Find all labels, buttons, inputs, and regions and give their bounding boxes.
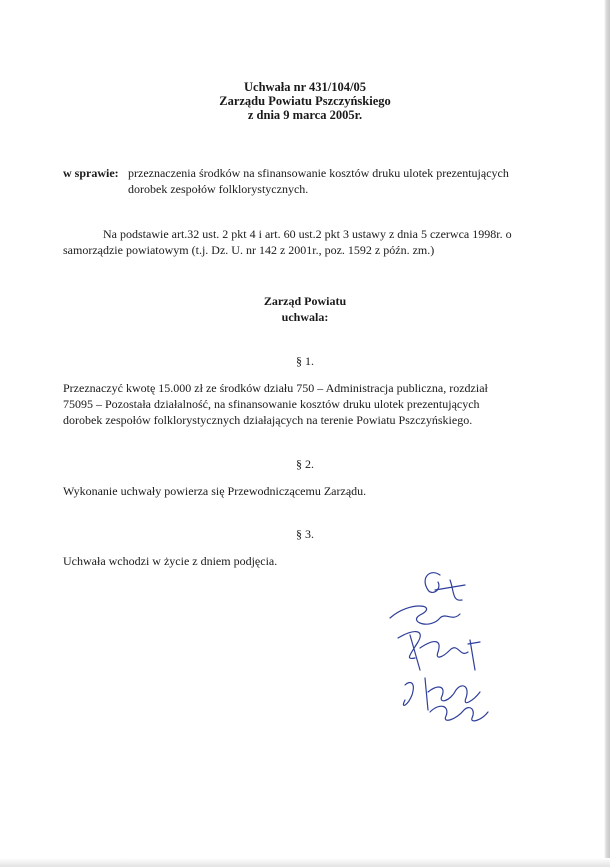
legal-basis-line-2: samorządzie powiatowym (t.j. Dz. U. nr 142 z 2001r., poz. 1592 z późn. zm.) xyxy=(63,243,435,257)
section-line: Uchwała wchodzi w życie z dniem podjęcia. xyxy=(63,554,278,568)
section-mark: § 1. xyxy=(296,354,314,368)
section-line: Przeznaczyć kwotę 15.000 zł ze środków działu 750 – Administracja publiczna, rozdział xyxy=(63,381,488,395)
subject-label: w sprawie: xyxy=(63,166,119,180)
section-line: dorobek zespołów folklorystycznych działających na terenie Powiatu Pszczyńskiego. xyxy=(63,413,473,427)
resolution-number: Uchwała nr 431/104/05 xyxy=(244,80,366,94)
signature-stroke xyxy=(468,640,480,670)
signature-stroke xyxy=(435,580,465,600)
scan-edge-right xyxy=(604,0,610,867)
scan-edge-bottom xyxy=(0,858,610,867)
section-mark: § 2. xyxy=(296,457,314,471)
signature-stroke xyxy=(430,706,488,721)
resolves-word: uchwala: xyxy=(281,310,329,324)
section-line: 75095 – Pozostała działalność, na sfinansowanie kosztów druku ulotek prezentujących xyxy=(63,397,480,411)
board-name: Zarząd Powiatu xyxy=(263,294,347,308)
issuing-body: Zarządu Powiatu Pszczyńskiego xyxy=(219,94,391,108)
signature-stroke xyxy=(390,606,460,624)
resolution-date: z dnia 9 marca 2005r. xyxy=(247,108,363,122)
section-line: Wykonanie uchwały powierza się Przewodniczącemu Zarządu. xyxy=(63,484,367,498)
legal-basis-line-1: Na podstawie art.32 ust. 2 pkt 4 i art. 60 ust.2 pkt 3 ustawy z dnia 5 czerwca 1998r. o xyxy=(103,227,512,241)
handwritten-signatures xyxy=(380,560,510,730)
subject-line-2: dorobek zespołów folklorystycznych. xyxy=(128,182,309,196)
signature-stroke xyxy=(398,632,468,670)
subject-line-1: przeznaczenia środków na sfinansowanie kosztów druku ulotek prezentujących xyxy=(128,166,509,180)
signature-stroke xyxy=(425,678,480,710)
signature-stroke xyxy=(403,682,413,705)
section-mark: § 3. xyxy=(296,527,314,541)
